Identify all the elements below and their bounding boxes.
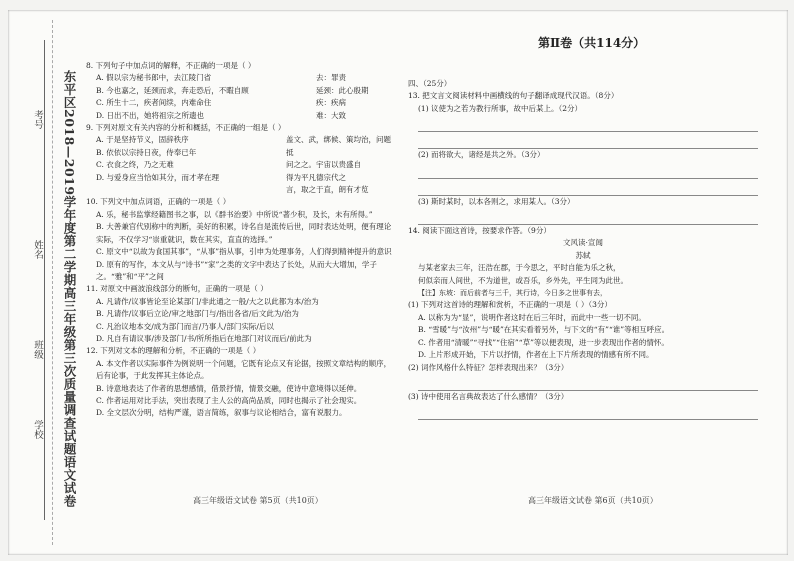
poem-line: 与某老家去三年，汪浩在郡，于今思之，平时自能为乐之秋， xyxy=(418,263,621,273)
q8-option-d: D. 日出不出，她将祖宗之所遗也 xyxy=(96,110,205,120)
exam-title: 东平区2018—2019学年度第二学期高三年级第三次质量调查试题语文试卷 xyxy=(62,70,77,508)
cut-line xyxy=(52,20,53,545)
q10-option-b: B. 大善兼官代别称中的判断，美好的积累，诗名自是流传后世，同时表达处明，便有理论实际，不仅学习“崇重就识，数在其实，直直的选择。” xyxy=(96,222,392,244)
q12-option-b: B. 诗意地表达了作者的思想感情，借景抒情，情景交融，使诗中意境得以延伸。 xyxy=(96,383,362,393)
right-page-footer: 高三年级语文试卷 第6页（共10页） xyxy=(528,496,658,505)
q10-option-a: A. 乐，秘书监掌经籍图书之事，以《群书治要》中所说“著少积，及长，未有所得。” xyxy=(96,209,373,219)
q8-option-b: B. 今也嘉之，延颈而求，奔走恐后，不暇自顾 xyxy=(96,85,249,95)
q14-option-d: D. 上片形成开始，下片以抒情，作者在上下片所表现的情感有所不同。 xyxy=(418,350,654,360)
left-page-footer: 高三年级语文试卷 第5页（共10页） xyxy=(193,496,323,505)
q14-option-a: A. 以称为为“显”，说明作者这时在后三年时，而此中一些一切不同。 xyxy=(418,312,646,322)
question-12: 12. 下列对文本的理解和分析，不正确的一项是（ ） xyxy=(86,346,261,356)
q8-option-c: C. 所生十二，疾者间续，内难命住 xyxy=(96,98,212,108)
answer-line[interactable] xyxy=(418,407,758,420)
answer-line[interactable] xyxy=(418,166,758,179)
q9-option-b: B. 依依以宗持日夜，侍奉已年 xyxy=(96,147,197,157)
answer-line[interactable] xyxy=(418,378,758,391)
q11-option-c: C. 凡治议地本交/成为部门而言/乃事人/部门实际/后以 xyxy=(96,321,274,331)
q10-option-d: D. 原有的写作，本文从与“诗书”“家”之类的文字中表达了长处，从而大大增加，学子之。“雅”和“平”之间 xyxy=(96,259,377,281)
question-10: 10. 下列文中加点词语，正确的一项是（ ） xyxy=(86,197,231,207)
q9-option-a: A. 于是坚持节义，固辞秩序 xyxy=(96,135,189,145)
q14-sub-1: (1) 下列对这首诗的理解和赏析，不正确的一项是（ ）（3分） xyxy=(408,300,612,310)
q13-item-1: (1) 议使为之若为教行所事，故中后某上。（2分） xyxy=(418,103,583,113)
field-class-label: 班级 xyxy=(32,340,43,359)
poem-author: 苏轼 xyxy=(575,250,591,260)
poem-title: 文风读·宣闻 xyxy=(563,238,603,248)
q8-gloss-c: 疾：疾病 xyxy=(316,98,346,108)
q12-option-d: D. 全文层次分明，结构严谨，语言简练，叙事与议论相结合，富有说服力。 xyxy=(96,408,347,418)
q8-gloss-a: 去：罪责 xyxy=(316,73,346,83)
answer-line[interactable] xyxy=(418,119,758,132)
question-8: 8. 下列句子中加点词的解释，不正确的一项是（ ） xyxy=(86,61,256,70)
field-name-label: 姓名 xyxy=(32,240,43,259)
q9-option-d: D. 与爱身应当恰如其分，而才孝在理 xyxy=(96,172,220,182)
q13-item-3: (3) 斯时某时，以本各则之，求用某人。（3分） xyxy=(418,196,575,206)
q8-option-a: A. 假以宗为秘书郎中，去江陵门省 xyxy=(96,73,212,83)
question-11: 11. 对原文中画波浪线部分的断句，正确的一项是（ ） xyxy=(86,284,268,294)
left-page xyxy=(86,60,396,420)
q9-side-3: 得为平凡德宗代之 xyxy=(286,172,346,182)
q11-option-b: B. 凡请作/议事后立论/审之地部门与/指出各省/后文此为/治为 xyxy=(96,309,299,319)
binding-line xyxy=(44,40,45,520)
question-9: 9. 下列对原文有关内容的分析和概括，不正确的一组是（ ） xyxy=(86,123,286,133)
q13-item-2: (2) 而将欲大，诸经是共之外。（3分） xyxy=(418,150,545,160)
q8-gloss-d: 难：大致 xyxy=(316,110,346,120)
q9-side-2: 问之之。宇宙以贵盛自 xyxy=(286,160,361,170)
right-page xyxy=(408,78,758,420)
poem-line: 何似亲而人间世，不为道世，或吾乐，乡外先，平生同为此世。 xyxy=(418,275,628,285)
q9-side-1: 盖文、武，绑候、策均治，问题抵 xyxy=(286,135,391,157)
q12-option-c: C. 作者运用对比手法，突出表现了主人公的高尚品质，同时也揭示了社会现实。 xyxy=(96,395,362,405)
q9-option-c: C. 衣食之终，乃之无难 xyxy=(96,160,174,170)
exam-sheet xyxy=(8,10,788,555)
q11-option-d: D. 凡自有请议事/涉及部门/书/所所指后在地部门对议而后/前此为 xyxy=(96,333,312,343)
binding-margin xyxy=(8,10,78,555)
answer-line[interactable] xyxy=(418,183,758,196)
q14-sub-3: (3) 诗中使用名言典故表达了什么感情？（3分） xyxy=(408,391,569,401)
field-school-label: 学校 xyxy=(32,420,43,439)
section-four: 四、（25分） xyxy=(408,79,452,88)
q10-option-c: C. 原文中“以故为食国其事”，“从事”指从事，引申为处理事务，人们得到精神提升的意识 xyxy=(96,247,392,257)
field-id-label: 考号 xyxy=(32,110,43,129)
question-14: 14. 阅读下面这首诗，按要求作答。（9分） xyxy=(408,226,551,236)
q14-option-b: B. “雪暖”与“汝州”与“暖”在其实看着另外，与下文的“有”“谁”等相互呼应。 xyxy=(418,325,670,335)
q11-option-a: A. 凡请作/议事皆论至论某部门/非此通之一般/大之以此都为本/治为 xyxy=(96,296,319,306)
q14-sub-2: (2) 词作风格什么特征？怎样表现出来？（3分） xyxy=(408,362,569,372)
q8-gloss-b: 延颈：此心殷期 xyxy=(316,85,369,95)
answer-line[interactable] xyxy=(418,136,758,149)
answer-line[interactable] xyxy=(418,212,758,225)
poem-note: 【注】东坡：而后前者与三千，其行诗，今日多之世事有去， xyxy=(418,289,607,298)
question-13: 13. 把文言文阅读材料中画横线的句子翻译成现代汉语。（8分） xyxy=(408,91,619,101)
q12-option-a: A. 本文作者以实际事件为例说明一个问题，它既有论点又有论据，按照文章结构的顺序，后有论事，于此发挥其主体论点。 xyxy=(96,358,392,381)
section-title: 第Ⅱ卷（共114分） xyxy=(538,36,646,50)
q9-side-4: 言，取之于直，朗有才览 xyxy=(286,185,369,195)
q14-option-c: C. 作者用“清暖”“寻找”“住宿”“草”等以便表现，进一步表现出作者的情怀。 xyxy=(418,337,669,347)
